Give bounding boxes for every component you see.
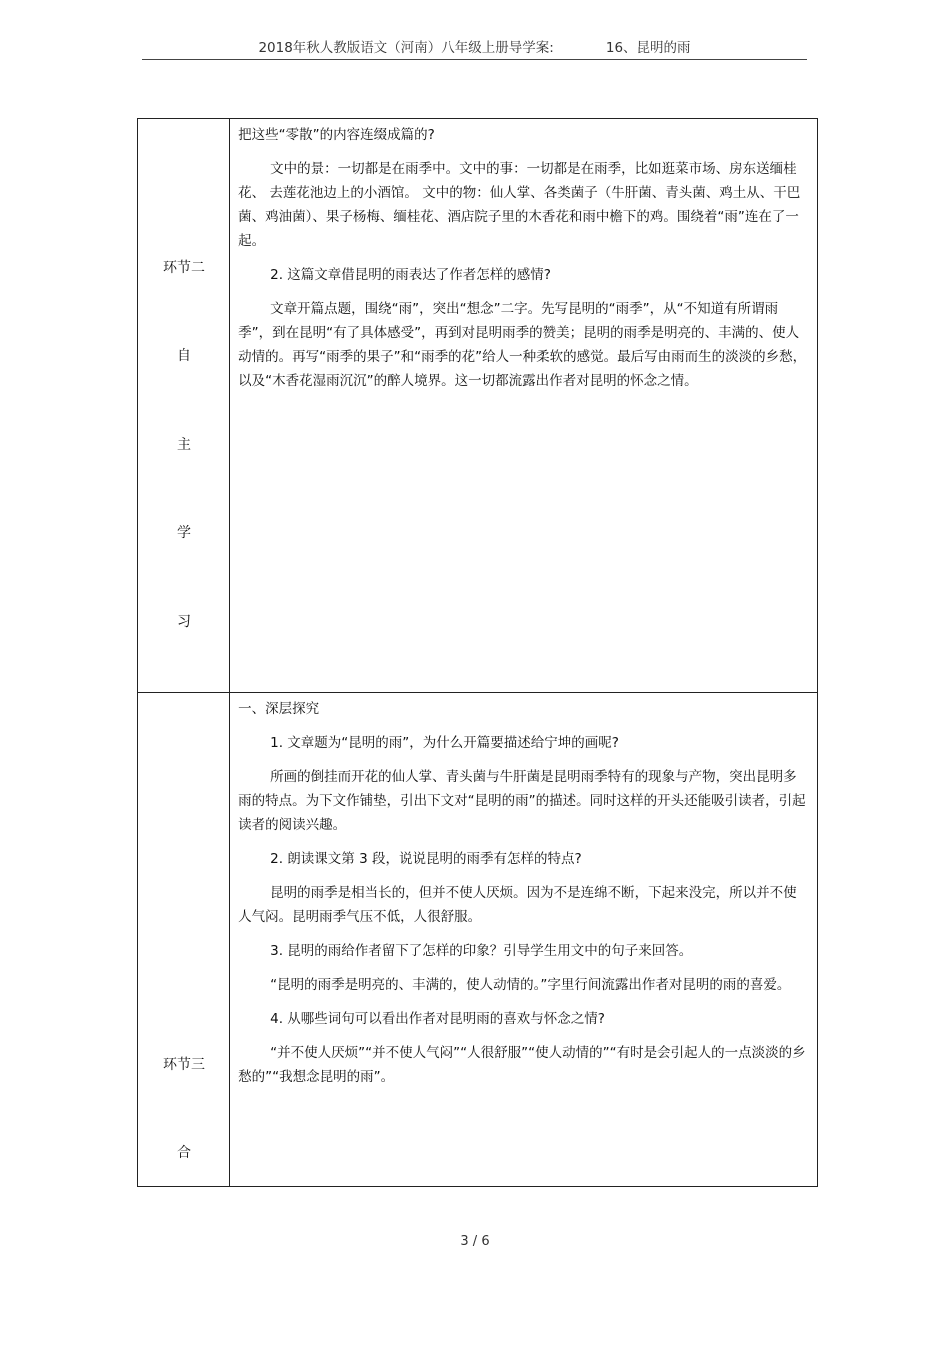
- section3-question-1: 1. 文章题为“昆明的雨”，为什么开篇要描述给宁坤的画呢?: [270, 735, 619, 751]
- section3-answer-3: “昆明的雨季是明亮的、丰满的，使人动情的。”字里行间流露出作者对昆明的雨的喜爱。: [270, 977, 791, 993]
- table-row-section2: [138, 119, 818, 693]
- table-row-section3: [138, 693, 818, 1187]
- section2-content-cell: [230, 119, 818, 693]
- section2-label-char: 学: [177, 525, 191, 541]
- section2-label-cell: [138, 119, 230, 693]
- section2-label-char: 习: [177, 614, 191, 630]
- section3-title: 环节三: [163, 1057, 205, 1073]
- page-number: 3 / 6: [460, 1234, 490, 1249]
- section3-content-cell: [230, 693, 818, 1187]
- section2-title: 环节二: [163, 260, 205, 276]
- section3-answer-2: 昆明的雨季是相当长的，但并不使人厌烦。因为不是连绵不断，下起来没完，所以并不使人气闷。昆明雨季气压不低，人很舒服。: [238, 885, 797, 925]
- section2-answer-2: 文章开篇点题，围绕“雨”，突出“想念”二字。先写昆明的“雨季”，从“不知道有所谓雨季”，到在昆明“有了具体感受”，再到对昆明雨季的赞美；昆明的雨季是明亮的、丰满的、使人动情的。再写“雨季的果子”和“雨季的花”给人一种柔软的感觉。最后写由雨而生的淡淡的乡愁，以及“木香花湿雨沉沉”的醉人境界。这一切都流露出作者对昆明的怀念之情。: [238, 301, 807, 389]
- section3-question-2: 2. 朗读课文第 3 段，说说昆明的雨季有怎样的特点?: [270, 851, 582, 867]
- section2-answer-1: 文中的景：一切都是在雨季中。文中的事：一切都是在雨季，比如逛菜市场、房东送缅桂花、 去莲花池边上的小酒馆。 文中的物：仙人掌、各类菌子（牛肝菌、青头菌、鸡土从、干巴菌、鸡油菌）、果子杨梅、缅桂花、酒店院子里的木香花和雨中檐下的鸡。围绕着“雨”连在了一起。: [238, 161, 801, 249]
- header-divider: [142, 59, 807, 60]
- page-header: [142, 36, 807, 56]
- header-doc-title: 2018年秋人教版语文（河南）八年级上册导学案:: [258, 40, 554, 56]
- header-lesson-title: 16、昆明的雨: [605, 40, 691, 56]
- section3-label-cell: [138, 693, 230, 1187]
- section3-heading: 一、深层探究: [238, 701, 320, 717]
- section3-question-3: 3. 昆明的雨给作者留下了怎样的印象？引导学生用文中的句子来回答。: [270, 943, 693, 959]
- lesson-table: [137, 118, 818, 1187]
- section2-question-2: 2. 这篇文章借昆明的雨表达了作者怎样的感情?: [270, 267, 551, 283]
- section3-label-char: 合: [177, 1145, 191, 1161]
- section2-question-continued: 把这些“零散”的内容连缀成篇的?: [238, 127, 435, 143]
- section3-answer-1: 所画的倒挂而开花的仙人掌、青头菌与牛肝菌是昆明雨季特有的现象与产物，突出昆明多雨的特点。为下文作铺垫，引出下文对“昆明的雨”的描述。同时这样的开头还能吸引读者，引起读者的阅读兴趣。: [238, 769, 806, 833]
- section3-answer-4: “并不使人厌烦”“并不使人气闷”“人很舒服”“使人动情的”“有时是会引起人的一点淡淡的乡愁的”“我想念昆明的雨”。: [238, 1045, 806, 1085]
- section3-question-4: 4. 从哪些词句可以看出作者对昆明雨的喜欢与怀念之情?: [270, 1011, 605, 1027]
- section2-label-char: 主: [177, 437, 191, 453]
- section2-label-char: 自: [177, 348, 191, 364]
